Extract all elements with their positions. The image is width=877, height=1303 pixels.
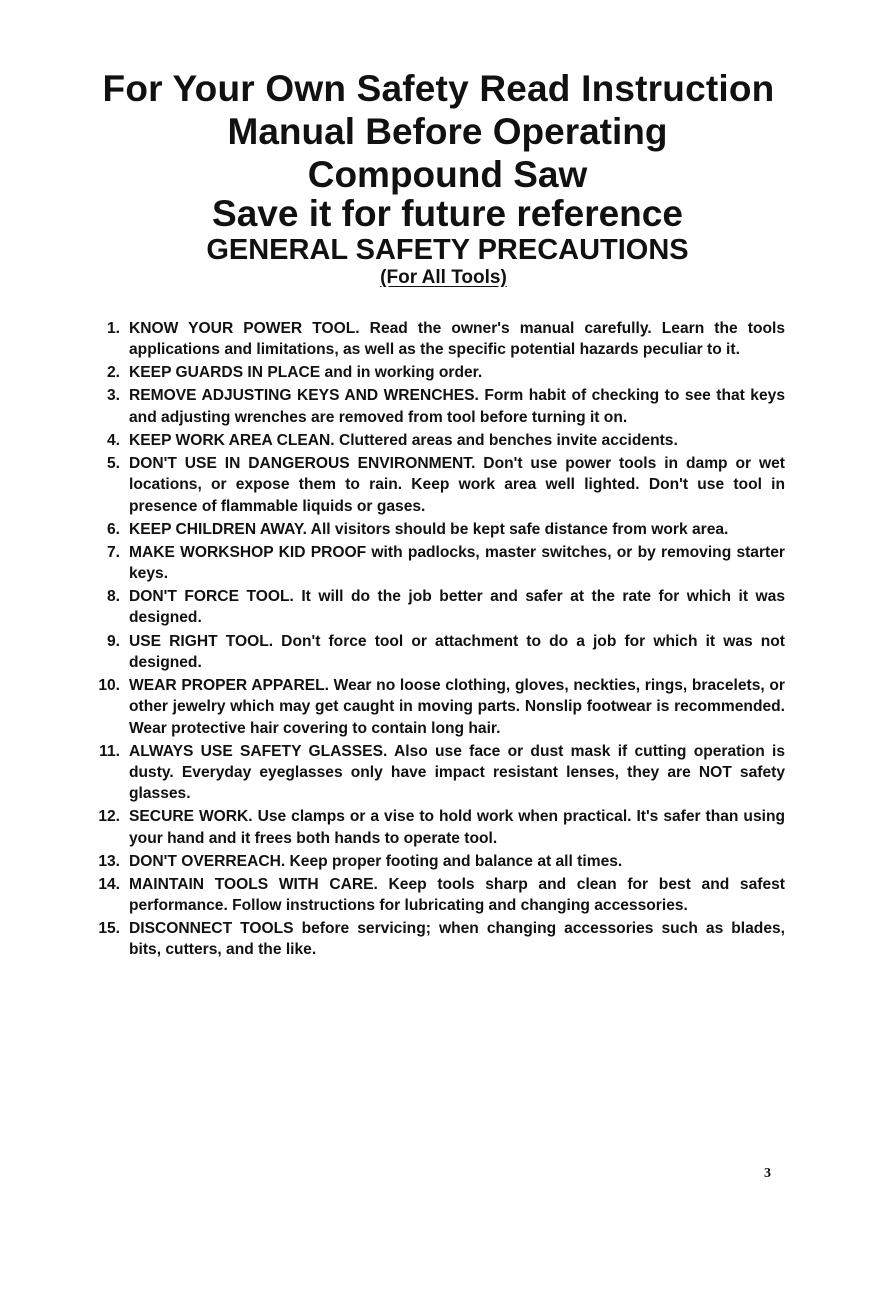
- item-text: KNOW YOUR POWER TOOL. Read the owner's manual carefully. Learn the tools applications and limitations, as well as the specific potential hazards peculiar to it.: [129, 320, 785, 359]
- list-item: [70, 586, 785, 629]
- item-text: MAINTAIN TOOLS WITH CARE. Keep tools sharp and clean for best and safest performance. Follow instructions for lubricating and changing accessories.: [129, 875, 785, 915]
- section-subtitle: (For All Tools): [380, 267, 507, 288]
- item-number: 4.: [106, 431, 120, 449]
- item-number: 15.: [98, 920, 120, 938]
- item-text: ALWAYS USE SAFETY GLASSES. Also use face or dust mask if cutting operation is dusty. Everyday eyeglasses only have impact resistant lenses, they are NOT safety glasses.: [129, 742, 785, 803]
- item-number: 5.: [106, 454, 120, 472]
- list-item: [70, 519, 785, 540]
- list-item: [70, 918, 785, 961]
- item-text: DON'T FORCE TOOL. It will do the job better and safer at the rate for which it was designed.: [129, 588, 785, 627]
- section-title: GENERAL SAFETY PRECAUTIONS: [206, 234, 689, 266]
- list-item: [70, 741, 785, 805]
- list-item: [70, 385, 785, 428]
- title-line-1: For Your Own Safety Read Instruction: [102, 68, 775, 109]
- precautions-list: [70, 318, 785, 963]
- item-number: 10.: [98, 676, 120, 694]
- title-line-3: Compound Saw: [307, 154, 588, 195]
- item-text: DISCONNECT TOOLS before servicing; when changing accessories such as blades, bits, cutters, and the like.: [129, 920, 785, 959]
- item-number: 11.: [99, 742, 120, 760]
- list-item: [70, 675, 785, 739]
- list-item: [70, 453, 785, 517]
- page-number: 3: [764, 1166, 771, 1181]
- list-item: [70, 631, 785, 674]
- item-number: 6.: [106, 520, 120, 538]
- item-number: 9.: [106, 632, 120, 650]
- item-text: WEAR PROPER APPAREL. Wear no loose clothing, gloves, neckties, rings, bracelets, or other jewelry which may get caught in moving parts. Nonslip footwear is recommended. Wear protective hair covering to contain long hair.: [129, 676, 785, 737]
- list-item: [70, 874, 785, 917]
- title-line-4: Save it for future reference: [212, 193, 683, 234]
- item-text: KEEP WORK AREA CLEAN. Cluttered areas and benches invite accidents.: [129, 431, 678, 449]
- item-text: USE RIGHT TOOL. Don't force tool or attachment to do a job for which it was not designed.: [129, 632, 785, 671]
- item-number: 2.: [106, 364, 120, 382]
- list-item: [70, 806, 785, 849]
- list-item: [70, 851, 785, 872]
- list-item: [70, 318, 785, 361]
- item-text: MAKE WORKSHOP KID PROOF with padlocks, master switches, or by removing starter keys.: [129, 543, 785, 583]
- item-number: 1.: [106, 320, 120, 337]
- item-text: SECURE WORK. Use clamps or a vise to hold work when practical. It's safer than using your hand and it frees both hands to operate tool.: [129, 808, 785, 847]
- item-number: 7.: [106, 543, 120, 561]
- item-number: 8.: [106, 588, 120, 606]
- item-number: 3.: [106, 387, 120, 405]
- item-text: REMOVE ADJUSTING KEYS AND WRENCHES. Form habit of checking to see that keys and adjusting wrenches are removed from tool before turning it on.: [129, 387, 785, 426]
- item-number: 14.: [98, 875, 120, 893]
- list-item: [70, 430, 785, 451]
- title-line-2: Manual Before Operating: [227, 111, 668, 152]
- item-text: KEEP GUARDS IN PLACE and in working order.: [129, 364, 483, 382]
- list-item: [70, 542, 785, 585]
- list-item: [70, 362, 785, 383]
- item-number: 12.: [98, 808, 120, 826]
- item-text: DON'T USE IN DANGEROUS ENVIRONMENT. Don't use power tools in damp or wet locations, or expose them to rain. Keep work area well lighted. Don't use tool in presence of flammable liquids or gases.: [129, 454, 785, 515]
- item-text: KEEP CHILDREN AWAY. All visitors should be kept safe distance from work area.: [129, 520, 729, 538]
- item-text: DON'T OVERREACH. Keep proper footing and balance at all times.: [129, 852, 623, 870]
- item-number: 13.: [98, 852, 120, 870]
